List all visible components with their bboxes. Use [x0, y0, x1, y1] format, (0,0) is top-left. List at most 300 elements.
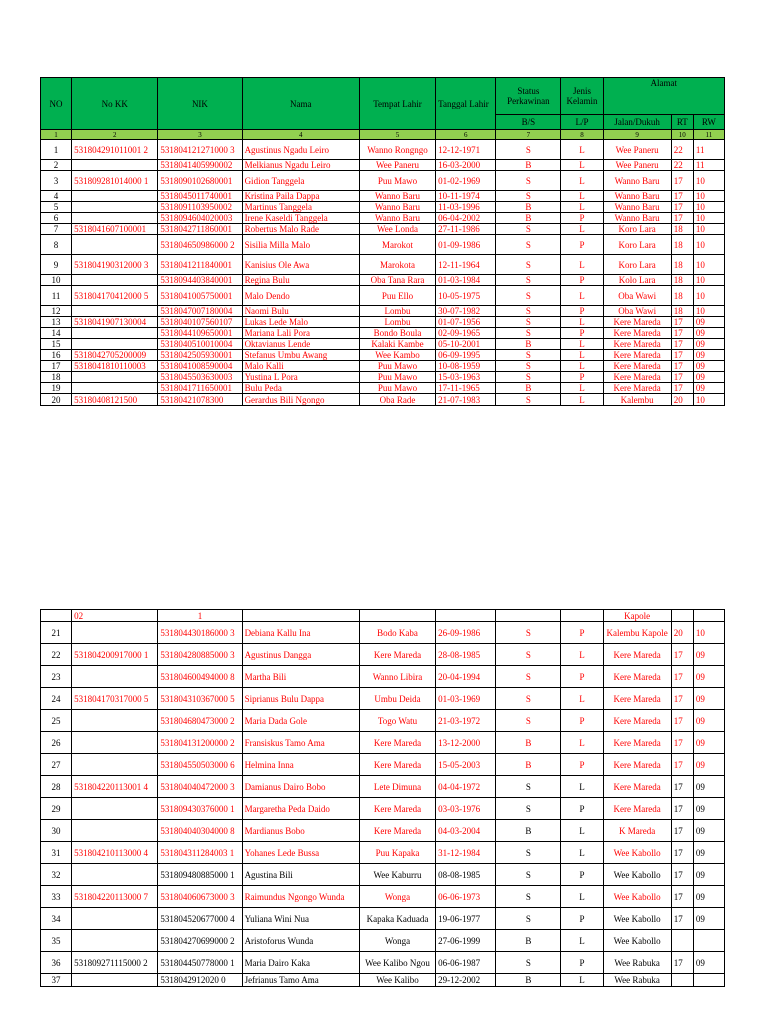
kk-cell: 531809281014000 1 — [72, 171, 158, 191]
rw-cell: 10 — [693, 286, 724, 306]
nama-cell: Yustina L Pora — [242, 372, 359, 383]
jalan-cell: Kere Mareda — [603, 710, 671, 732]
tgl-cell: 31-12-1984 — [436, 842, 496, 864]
jk-cell: P — [561, 666, 603, 688]
tgl-cell: 06-06-1973 — [436, 886, 496, 908]
status-cell: S — [496, 886, 561, 908]
jk-cell: L — [561, 140, 603, 160]
table-row — [41, 394, 725, 406]
status-cell: S — [496, 191, 561, 202]
rt-cell: 17 — [671, 328, 693, 339]
rt-cell: 17 — [671, 666, 693, 688]
no-cell: 9 — [41, 255, 72, 275]
tempat-cell: Marokot — [359, 235, 435, 255]
rw-cell: 11 — [693, 160, 724, 171]
rt-cell: 17 — [671, 361, 693, 372]
jalan-cell: Wee Paneru — [603, 160, 671, 171]
nama-cell: Martha Bili — [242, 666, 359, 688]
rw-cell: 09 — [693, 776, 724, 798]
status-cell: B — [496, 213, 561, 224]
nama-cell: Maria Dairo Kaka — [242, 952, 359, 974]
nama-cell: Maria Dada Gole — [242, 710, 359, 732]
jk-cell: L — [561, 644, 603, 666]
nik-cell: 5318042711860001 — [158, 224, 242, 235]
tgl-cell: 02-09-1965 — [436, 328, 496, 339]
nik-cell: 531804600494000 8 — [158, 666, 242, 688]
tempat-cell: Wee Kalibo Ngou — [359, 952, 435, 974]
kk-cell: 531804190312000 3 — [72, 255, 158, 275]
population-table-page1 — [40, 77, 725, 406]
rt-cell: 17 — [671, 798, 693, 820]
jk-cell: L — [561, 317, 603, 328]
tempat-cell: Lete Dimuna — [359, 776, 435, 798]
tgl-cell: 08-08-1985 — [436, 864, 496, 886]
tgl-cell: 29-12-2002 — [436, 974, 496, 987]
jk-cell: L — [561, 171, 603, 191]
nama-cell: Mardianus Bobo — [242, 820, 359, 842]
rt-cell: 17 — [671, 754, 693, 776]
no-cell: 12 — [41, 306, 72, 317]
kk-cell: 531804200917000 1 — [72, 644, 158, 666]
table-row — [41, 339, 725, 350]
kk-cell: 531809271115000 2 — [72, 952, 158, 974]
nik-cell: 531804520677000 4 — [158, 908, 242, 930]
nik-cell: 531804310367000 5 — [158, 688, 242, 710]
table-row — [41, 286, 725, 306]
rt-cell: 17 — [671, 776, 693, 798]
jk-cell: P — [561, 235, 603, 255]
rw-cell: 09 — [693, 372, 724, 383]
table-row — [41, 383, 725, 394]
kk-cell: 02 — [72, 610, 158, 622]
table-row — [41, 171, 725, 191]
tgl-cell: 01-02-1969 — [436, 171, 496, 191]
no-cell: 8 — [41, 235, 72, 255]
status-cell: B — [496, 974, 561, 987]
rt-cell — [671, 930, 693, 952]
kk-cell — [72, 202, 158, 213]
kk-cell — [72, 820, 158, 842]
tempat-cell: Wonga — [359, 930, 435, 952]
tempat-cell: Umbu Deida — [359, 688, 435, 710]
jalan-cell: Wee Kabollo — [603, 864, 671, 886]
no-cell: 25 — [41, 710, 72, 732]
tgl-cell: 06-09-1995 — [436, 350, 496, 361]
col-num: 4 — [242, 130, 359, 140]
rw-cell: 09 — [693, 317, 724, 328]
tempat-cell: Kere Mareda — [359, 798, 435, 820]
nik-cell: 5318041005750001 — [158, 286, 242, 306]
jalan-cell: Wanno Baru — [603, 171, 671, 191]
tgl-cell: 15-05-2003 — [436, 754, 496, 776]
tgl-cell: 21-07-1983 — [436, 394, 496, 406]
tgl-cell: 01-03-1969 — [436, 688, 496, 710]
nik-cell: 5318042505930001 — [158, 350, 242, 361]
nik-cell: 5318041711650001 — [158, 383, 242, 394]
status-cell: B — [496, 732, 561, 754]
nik-cell: 531804430186000 3 — [158, 622, 242, 644]
kk-cell: 53180408121500 — [72, 394, 158, 406]
tgl-cell: 26-09-1986 — [436, 622, 496, 644]
header-status: Status Perkawinan — [496, 78, 561, 115]
header-status-sub: B/S — [496, 115, 561, 130]
nama-cell: Kristina Paila Dappa — [242, 191, 359, 202]
no-cell: 33 — [41, 886, 72, 908]
col-num: 1 — [41, 130, 72, 140]
no-cell: 5 — [41, 202, 72, 213]
rw-cell: 10 — [693, 622, 724, 644]
table-row — [41, 224, 725, 235]
tgl-cell: 06-06-1987 — [436, 952, 496, 974]
status-cell: S — [496, 798, 561, 820]
tgl-cell: 05-10-2001 — [436, 339, 496, 350]
rw-cell: 09 — [693, 361, 724, 372]
jk-cell: P — [561, 798, 603, 820]
jalan-cell: Wee Rabuka — [603, 952, 671, 974]
kk-cell — [72, 974, 158, 987]
tgl-cell: 04-04-1972 — [436, 776, 496, 798]
jk-cell: L — [561, 820, 603, 842]
nama-cell: Irene Kaseldi Tanggela — [242, 213, 359, 224]
jk-cell: L — [561, 224, 603, 235]
tempat-cell: Wanno Baru — [359, 191, 435, 202]
no-cell: 29 — [41, 798, 72, 820]
status-cell: B — [496, 383, 561, 394]
tempat-cell: Oba Tana Rara — [359, 275, 435, 286]
nik-cell: 5318047007180004 — [158, 306, 242, 317]
rt-cell: 22 — [671, 140, 693, 160]
table-row — [41, 842, 725, 864]
col-num: 3 — [158, 130, 242, 140]
rw-cell: 10 — [693, 202, 724, 213]
tempat-cell: Wee Kalibo — [359, 974, 435, 987]
jk-cell: P — [561, 213, 603, 224]
table-row — [41, 328, 725, 339]
jk-cell: L — [561, 339, 603, 350]
table-row — [41, 306, 725, 317]
nik-cell: 5318090102680001 — [158, 171, 242, 191]
header-rt: RT — [671, 115, 693, 130]
rt-cell: 17 — [671, 952, 693, 974]
jk-cell: P — [561, 622, 603, 644]
jalan-cell: Wee Kabollo — [603, 930, 671, 952]
no-cell: 22 — [41, 644, 72, 666]
no-cell: 10 — [41, 275, 72, 286]
tempat-cell: Marokota — [359, 255, 435, 275]
nik-cell: 5318041211840001 — [158, 255, 242, 275]
status-cell: S — [496, 710, 561, 732]
no-cell: 4 — [41, 191, 72, 202]
nik-cell: 531804270699000 2 — [158, 930, 242, 952]
tempat-cell: Bodo Kaba — [359, 622, 435, 644]
jalan-cell: Kere Mareda — [603, 798, 671, 820]
col-num: 2 — [72, 130, 158, 140]
nama-cell: Agustinus Dangga — [242, 644, 359, 666]
status-cell: S — [496, 224, 561, 235]
rw-cell — [693, 974, 724, 987]
jk-cell: L — [561, 732, 603, 754]
tgl-cell: 16-03-2000 — [436, 160, 496, 171]
col-num: 9 — [603, 130, 671, 140]
column-number-row — [41, 130, 725, 140]
tgl-cell: 12-12-1971 — [436, 140, 496, 160]
jalan-cell: Wee Kabollo — [603, 908, 671, 930]
table-row — [41, 908, 725, 930]
jalan-cell: Kere Mareda — [603, 317, 671, 328]
tgl-cell: 10-05-1975 — [436, 286, 496, 306]
table-row — [41, 350, 725, 361]
rw-cell: 10 — [693, 275, 724, 286]
nama-cell: Stefanus Umbu Awang — [242, 350, 359, 361]
nama-cell: Aristoforus Wunda — [242, 930, 359, 952]
table-row — [41, 666, 725, 688]
table-row — [41, 372, 725, 383]
table-row — [41, 974, 725, 987]
kk-cell: 531804210113000 4 — [72, 842, 158, 864]
rt-cell: 17 — [671, 202, 693, 213]
rw-cell: 10 — [693, 191, 724, 202]
nik-cell: 531804311284003 1 — [158, 842, 242, 864]
jalan-cell: Wee Kabollo — [603, 886, 671, 908]
rw-cell: 11 — [693, 140, 724, 160]
rt-cell: 18 — [671, 306, 693, 317]
no-cell: 14 — [41, 328, 72, 339]
jk-cell: L — [561, 930, 603, 952]
rt-cell: 17 — [671, 732, 693, 754]
no-cell: 15 — [41, 339, 72, 350]
nama-cell: Siprianus Bulu Dappa — [242, 688, 359, 710]
kk-cell: 531804291011001 2 — [72, 140, 158, 160]
table-body-page2 — [41, 622, 725, 987]
no-cell: 20 — [41, 394, 72, 406]
nik-cell: 5318094403840001 — [158, 275, 242, 286]
rt-cell: 17 — [671, 339, 693, 350]
no-cell: 26 — [41, 732, 72, 754]
status-cell: S — [496, 350, 561, 361]
table-row — [41, 754, 725, 776]
jalan-cell: Kere Mareda — [603, 688, 671, 710]
tgl-cell: 06-04-2002 — [436, 213, 496, 224]
nik-cell: 1 — [158, 610, 242, 622]
rw-cell: 09 — [693, 383, 724, 394]
rt-cell: 22 — [671, 160, 693, 171]
nama-cell: Martinus Tanggela — [242, 202, 359, 213]
nama-cell: Damianus Dairo Bobo — [242, 776, 359, 798]
nama-cell: Malo Dendo — [242, 286, 359, 306]
tempat-cell: Puu Mawo — [359, 361, 435, 372]
header-tempat-lahir: Tempat Lahir — [359, 78, 435, 130]
jk-cell: P — [561, 306, 603, 317]
kk-cell — [72, 732, 158, 754]
tgl-cell: 21-03-1972 — [436, 710, 496, 732]
kk-cell — [72, 328, 158, 339]
nama-cell: Debiana Kallu Ina — [242, 622, 359, 644]
rw-cell: 09 — [693, 688, 724, 710]
kk-cell — [72, 306, 158, 317]
no-cell: 3 — [41, 171, 72, 191]
jk-cell: P — [561, 275, 603, 286]
rt-cell: 17 — [671, 644, 693, 666]
nama-cell: Oktavianus Lende — [242, 339, 359, 350]
nama-cell: Naomi Bulu — [242, 306, 359, 317]
tempat-cell: Wee Londa — [359, 224, 435, 235]
col-num: 6 — [436, 130, 496, 140]
nama-cell: Regina Bulu — [242, 275, 359, 286]
tempat-cell: Lombu — [359, 317, 435, 328]
status-cell: S — [496, 688, 561, 710]
status-cell: B — [496, 930, 561, 952]
table-row — [41, 798, 725, 820]
jk-cell: L — [561, 974, 603, 987]
kk-cell — [72, 372, 158, 383]
jk-cell: P — [561, 372, 603, 383]
jalan-cell: Wanno Baru — [603, 213, 671, 224]
jalan-cell: Kere Mareda — [603, 776, 671, 798]
tgl-cell: 20-04-1994 — [436, 666, 496, 688]
col-num: 11 — [693, 130, 724, 140]
kk-cell — [72, 754, 158, 776]
jalan-cell: Koro Lara — [603, 255, 671, 275]
nik-cell: 5318091103950002 — [158, 202, 242, 213]
jk-cell: L — [561, 202, 603, 213]
kk-cell: 531804170317000 5 — [72, 688, 158, 710]
tgl-cell: 10-08-1959 — [436, 361, 496, 372]
header-nama: Nama — [242, 78, 359, 130]
rw-cell: 09 — [693, 952, 724, 974]
rt-cell: 17 — [671, 908, 693, 930]
rw-cell: 10 — [693, 306, 724, 317]
rw-cell: 10 — [693, 213, 724, 224]
table-row — [41, 886, 725, 908]
nama-cell: Kanisius Ole Awa — [242, 255, 359, 275]
status-cell: B — [496, 339, 561, 350]
kk-cell — [72, 908, 158, 930]
table-row — [41, 610, 725, 622]
table-row — [41, 235, 725, 255]
no-cell: 21 — [41, 622, 72, 644]
rw-cell: 10 — [693, 171, 724, 191]
kk-cell — [72, 710, 158, 732]
kk-cell: 531804220113001 4 — [72, 776, 158, 798]
table-row — [41, 622, 725, 644]
tempat-cell: Kapaka Kaduada — [359, 908, 435, 930]
kk-cell — [72, 213, 158, 224]
rt-cell: 18 — [671, 255, 693, 275]
nama-cell: Sisilia Milla Malo — [242, 235, 359, 255]
tempat-cell: Wanno Libira — [359, 666, 435, 688]
tempat-cell: Puu Mawo — [359, 171, 435, 191]
table-row — [41, 644, 725, 666]
header-rw: RW — [693, 115, 724, 130]
nama-cell: Margaretha Peda Daido — [242, 798, 359, 820]
rw-cell: 10 — [693, 255, 724, 275]
tempat-cell: Kere Mareda — [359, 644, 435, 666]
col-num: 7 — [496, 130, 561, 140]
no-cell: 32 — [41, 864, 72, 886]
rt-cell: 18 — [671, 275, 693, 286]
nik-cell: 5318094604020003 — [158, 213, 242, 224]
jalan-cell: Kere Mareda — [603, 361, 671, 372]
table-row — [41, 160, 725, 171]
jk-cell: P — [561, 754, 603, 776]
status-cell: S — [496, 317, 561, 328]
nama-cell: Fransiskus Tamo Ama — [242, 732, 359, 754]
no-cell: 30 — [41, 820, 72, 842]
kk-cell: 5318042705200009 — [72, 350, 158, 361]
kk-cell: 531804220113000 7 — [72, 886, 158, 908]
status-cell: S — [496, 952, 561, 974]
nik-cell: 531804040472000 3 — [158, 776, 242, 798]
kk-cell — [72, 622, 158, 644]
nik-cell: 53180421078300 — [158, 394, 242, 406]
tempat-cell: Puu Mawo — [359, 383, 435, 394]
status-cell: S — [496, 776, 561, 798]
rw-cell: 09 — [693, 666, 724, 688]
status-cell: B — [496, 160, 561, 171]
no-cell: 13 — [41, 317, 72, 328]
tempat-cell: Wanno Rongngo — [359, 140, 435, 160]
rw-cell: 09 — [693, 710, 724, 732]
jk-cell: L — [561, 160, 603, 171]
rw-cell: 09 — [693, 820, 724, 842]
jalan-cell: Oba Wawi — [603, 306, 671, 317]
no-cell: 19 — [41, 383, 72, 394]
rt-cell: 17 — [671, 191, 693, 202]
tempat-cell: Puu Mawo — [359, 372, 435, 383]
tgl-cell: 13-12-2000 — [436, 732, 496, 754]
nik-cell: 531804680473000 2 — [158, 710, 242, 732]
status-cell: S — [496, 666, 561, 688]
tempat-cell: Togo Watu — [359, 710, 435, 732]
kk-cell — [72, 160, 158, 171]
rt-cell: 17 — [671, 842, 693, 864]
table-row — [41, 317, 725, 328]
tgl-cell: 27-06-1999 — [436, 930, 496, 952]
no-cell: 2 — [41, 160, 72, 171]
status-cell: S — [496, 140, 561, 160]
no-cell: 6 — [41, 213, 72, 224]
rt-cell: 17 — [671, 213, 693, 224]
status-cell: B — [496, 202, 561, 213]
rw-cell: 09 — [693, 754, 724, 776]
population-table-page2 — [40, 609, 725, 987]
rt-cell: 17 — [671, 350, 693, 361]
header-jalan: Jalan/Dukuh — [603, 115, 671, 130]
status-cell: S — [496, 644, 561, 666]
nama-cell: Helmina Inna — [242, 754, 359, 776]
rw-cell: 09 — [693, 886, 724, 908]
nama-cell: Melkianus Ngadu Leiro — [242, 160, 359, 171]
jk-cell: L — [561, 350, 603, 361]
table-row — [41, 255, 725, 275]
nik-cell: 5318045011740001 — [158, 191, 242, 202]
tgl-cell: 01-03-1984 — [436, 275, 496, 286]
jalan-cell: Oba Wawi — [603, 286, 671, 306]
jk-cell: L — [561, 191, 603, 202]
jk-cell: P — [561, 908, 603, 930]
header-nik: NIK — [158, 78, 242, 130]
rt-cell: 18 — [671, 286, 693, 306]
no-cell: 11 — [41, 286, 72, 306]
table-row — [41, 191, 725, 202]
jk-cell: P — [561, 710, 603, 732]
tempat-cell: Wonga — [359, 886, 435, 908]
rw-cell: 10 — [693, 235, 724, 255]
nik-cell: 531804121271000 3 — [158, 140, 242, 160]
tempat-cell: Puu Kapaka — [359, 842, 435, 864]
nik-cell: 531804040304000 8 — [158, 820, 242, 842]
jalan-cell: Kalembu Kapole — [603, 622, 671, 644]
